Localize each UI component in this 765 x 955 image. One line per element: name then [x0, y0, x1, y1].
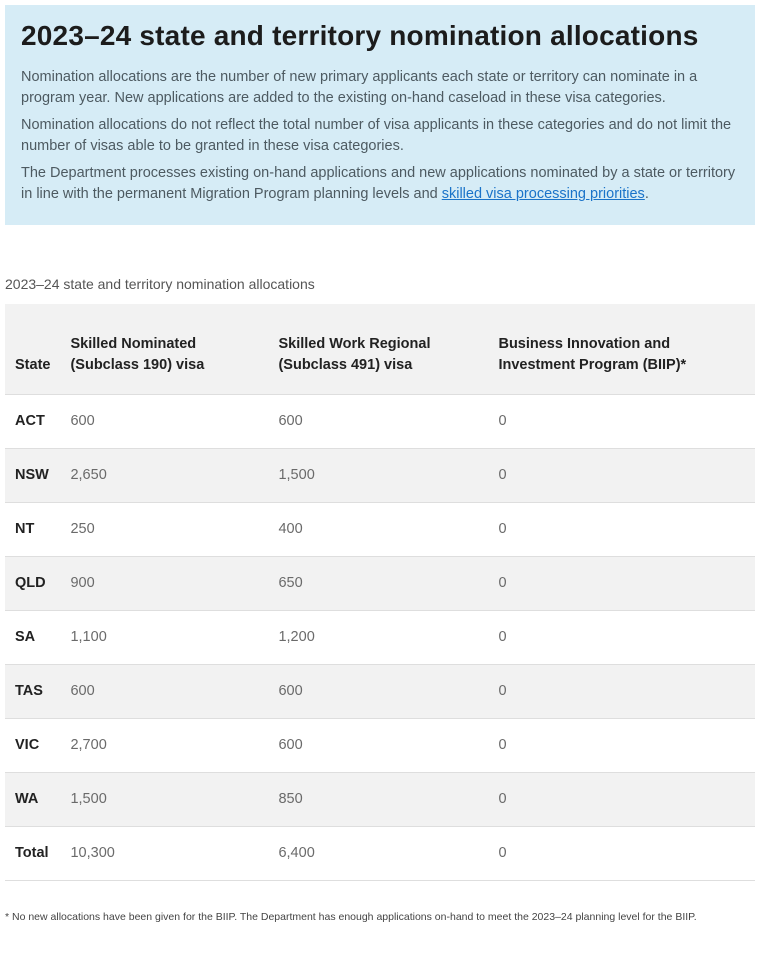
- cell-subclass-491: 6,400: [278, 845, 315, 861]
- cell-subclass-491: 600: [278, 683, 303, 699]
- table-row: [5, 448, 755, 502]
- cell-subclass-190: 2,650: [70, 467, 107, 483]
- cell-subclass-190: 2,700: [70, 737, 107, 753]
- banner-paragraph-3: [21, 163, 739, 205]
- cell-biip: 0: [498, 575, 507, 591]
- cell-subclass-491: 650: [278, 575, 303, 591]
- info-banner: [5, 5, 755, 225]
- cell-state: TAS: [15, 683, 43, 699]
- cell-biip: 0: [498, 467, 507, 483]
- cell-state: ACT: [15, 413, 45, 429]
- table-row: [5, 394, 755, 448]
- cell-state: Total: [15, 845, 49, 861]
- table-row-total: [5, 826, 755, 880]
- cell-subclass-491: 600: [278, 737, 303, 753]
- cell-subclass-491: 1,200: [278, 629, 315, 645]
- cell-subclass-491: 850: [278, 791, 303, 807]
- cell-biip: 0: [498, 413, 507, 429]
- table-header-row: [5, 304, 755, 394]
- table-row: [5, 772, 755, 826]
- cell-subclass-491: 1,500: [278, 467, 315, 483]
- table-caption: 2023–24 state and territory nomination allocations: [5, 276, 315, 292]
- banner-paragraph-2: Nomination allocations do not reflect the total number of visa applicants in these categories and do not limit the number of visas able to be granted in these visa categories.: [21, 117, 732, 154]
- cell-state: WA: [15, 791, 39, 807]
- cell-subclass-190: 10,300: [70, 845, 115, 861]
- cell-biip: 0: [498, 845, 507, 861]
- cell-biip: 0: [498, 737, 507, 753]
- cell-subclass-190: 1,500: [70, 791, 107, 807]
- cell-state: QLD: [15, 575, 46, 591]
- banner-paragraph-1: Nomination allocations are the number of new primary applicants each state or territory can nominate in a program year. New applications are added to the existing on-hand caseload in these visa categories.: [21, 69, 698, 106]
- table-row: [5, 556, 755, 610]
- cell-biip: 0: [498, 521, 507, 537]
- header-subclass-190: Skilled Nominated (Subclass 190) visa: [70, 335, 205, 373]
- banner-paragraph-3-end: .: [644, 186, 649, 202]
- banner-paragraph-3-text: The Department processes existing on-hand applications and new applications nominated by a state or territory in line with the permanent Migration Program planning levels and: [21, 165, 736, 202]
- header-biip: Business Innovation and Investment Program (BIIP)*: [498, 335, 687, 373]
- cell-state: NSW: [15, 467, 49, 483]
- cell-subclass-190: 600: [70, 683, 95, 699]
- cell-subclass-190: 900: [70, 575, 95, 591]
- cell-biip: 0: [498, 683, 507, 699]
- cell-biip: 0: [498, 629, 507, 645]
- header-subclass-491: Skilled Work Regional (Subclass 491) visa: [278, 335, 431, 373]
- cell-state: VIC: [15, 737, 40, 753]
- cell-subclass-491: 400: [278, 521, 303, 537]
- cell-state: NT: [15, 521, 35, 537]
- cell-subclass-190: 250: [70, 521, 95, 537]
- footnote: * No new allocations have been given for the BIIP. The Department has enough applications on-hand to meet the 2023–24 planning level for the BIIP.: [5, 911, 697, 923]
- cell-subclass-491: 600: [278, 413, 303, 429]
- table-row: [5, 610, 755, 664]
- cell-state: SA: [15, 629, 36, 645]
- table-row: [5, 718, 755, 772]
- cell-subclass-190: 1,100: [70, 629, 107, 645]
- allocations-table: [5, 304, 755, 881]
- table-row: [5, 502, 755, 556]
- skilled-visa-processing-priorities-link[interactable]: skilled visa processing priorities: [441, 186, 645, 202]
- table-row: [5, 664, 755, 718]
- page-title: 2023–24 state and territory nomination allocations: [21, 20, 699, 51]
- cell-biip: 0: [498, 791, 507, 807]
- header-state: State: [15, 356, 51, 373]
- cell-subclass-190: 600: [70, 413, 95, 429]
